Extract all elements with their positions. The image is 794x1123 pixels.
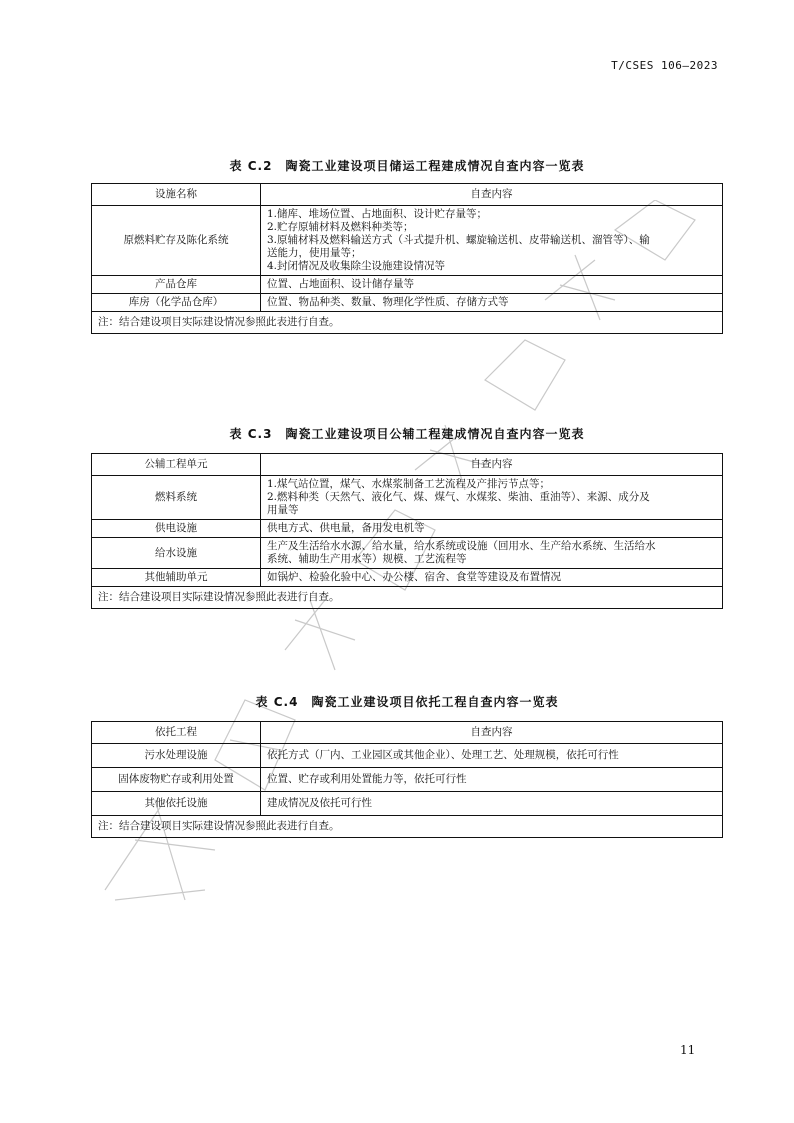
table-note-row [92, 816, 723, 838]
content-line: 送能力，使用量等； [267, 247, 362, 259]
row-name: 固体废物贮存或利用处置 [92, 768, 261, 792]
table-c4 [91, 721, 723, 838]
row-name: 供电设施 [92, 520, 261, 538]
table-note: 注：结合建设项目实际建设情况参照此表进行自查。 [92, 587, 723, 609]
row-name: 给水设施 [92, 538, 261, 569]
table-c4-caption: 表 C.4 陶瓷工业建设项目依托工程自查内容一览表 [255, 695, 559, 709]
table-c2-caption: 表 C.2 陶瓷工业建设项目储运工程建成情况自查内容一览表 [229, 159, 585, 173]
table-row [92, 206, 723, 276]
table-header-row [92, 184, 723, 206]
table-row [92, 276, 723, 294]
table-note: 注：结合建设项目实际建设情况参照此表进行自查。 [92, 816, 723, 838]
row-name: 原燃料贮存及陈化系统 [92, 206, 261, 276]
row-name: 产品仓库 [92, 276, 261, 294]
table-row [92, 744, 723, 768]
row-content [261, 538, 723, 569]
row-content [261, 520, 723, 538]
column-header-check-content: 自查内容 [261, 454, 723, 476]
row-content [261, 768, 723, 792]
content-line: 1.煤气站位置，煤气、水煤浆制备工艺流程及产排污节点等； [267, 478, 551, 490]
table-row [92, 476, 723, 520]
table-row [92, 569, 723, 587]
table-note: 注：结合建设项目实际建设情况参照此表进行自查。 [92, 312, 723, 334]
column-header-check-content: 自查内容 [261, 722, 723, 744]
row-name: 污水处理设施 [92, 744, 261, 768]
column-header-unit: 公辅工程单元 [92, 454, 261, 476]
content-line: 生产及生活给水水源、给水量，给水系统或设施（回用水、生产给水系统、生活给水 [267, 540, 656, 552]
row-name: 其他辅助单元 [92, 569, 261, 587]
table-c2 [91, 183, 723, 334]
table-header-row [92, 454, 723, 476]
table-row [92, 294, 723, 312]
content-line: 用量等 [267, 504, 299, 516]
table-c3 [91, 453, 723, 609]
content-line: 如锅炉、检验化验中心、办公楼、宿舍、食堂等建设及布置情况 [267, 571, 561, 583]
content-line: 位置、物品种类、数量、物理化学性质、存储方式等 [267, 296, 509, 308]
table-row [92, 792, 723, 816]
content-line: 2.贮存原辅材料及燃料种类等； [267, 221, 414, 233]
table-note-row [92, 312, 723, 334]
content-line: 位置、贮存或利用处置能力等，依托可行性 [267, 773, 467, 785]
table-note-row [92, 587, 723, 609]
row-content [261, 476, 723, 520]
column-header-check-content: 自查内容 [261, 184, 723, 206]
page-number: 11 [680, 1043, 696, 1057]
content-line: 建成情况及依托可行性 [267, 797, 372, 809]
row-content [261, 206, 723, 276]
row-content [261, 294, 723, 312]
column-header-dependency: 依托工程 [92, 722, 261, 744]
row-name: 燃料系统 [92, 476, 261, 520]
content-line: 2.燃料种类（天然气、液化气、煤、煤气、水煤浆、柴油、重油等）、来源、成分及 [267, 491, 650, 503]
row-content [261, 792, 723, 816]
content-line: 位置、占地面积、设计储存量等 [267, 278, 414, 290]
row-content [261, 276, 723, 294]
content-line: 依托方式（厂内、工业园区或其他企业）、处理工艺、处理规模，依托可行性 [267, 749, 619, 761]
content-line: 1.储库、堆场位置、占地面积、设计贮存量等； [267, 208, 488, 220]
table-c3-caption: 表 C.3 陶瓷工业建设项目公辅工程建成情况自查内容一览表 [229, 427, 585, 441]
row-content [261, 744, 723, 768]
content-line: 3.原辅材料及燃料输送方式（斗式提升机、螺旋输送机、皮带输送机、溜管等）、输 [267, 234, 650, 246]
column-header-facility: 设施名称 [92, 184, 261, 206]
table-row [92, 520, 723, 538]
row-name: 库房（化学品仓库） [92, 294, 261, 312]
table-row [92, 768, 723, 792]
row-name: 其他依托设施 [92, 792, 261, 816]
table-header-row [92, 722, 723, 744]
content-line: 4.封闭情况及收集除尘设施建设情况等 [267, 260, 446, 272]
table-row [92, 538, 723, 569]
content-line: 系统、辅助生产用水等）规模、工艺流程等 [267, 553, 467, 565]
row-content [261, 569, 723, 587]
content-line: 供电方式、供电量，备用发电机等 [267, 522, 425, 534]
standard-code: T/CSES 106—2023 [611, 59, 718, 72]
